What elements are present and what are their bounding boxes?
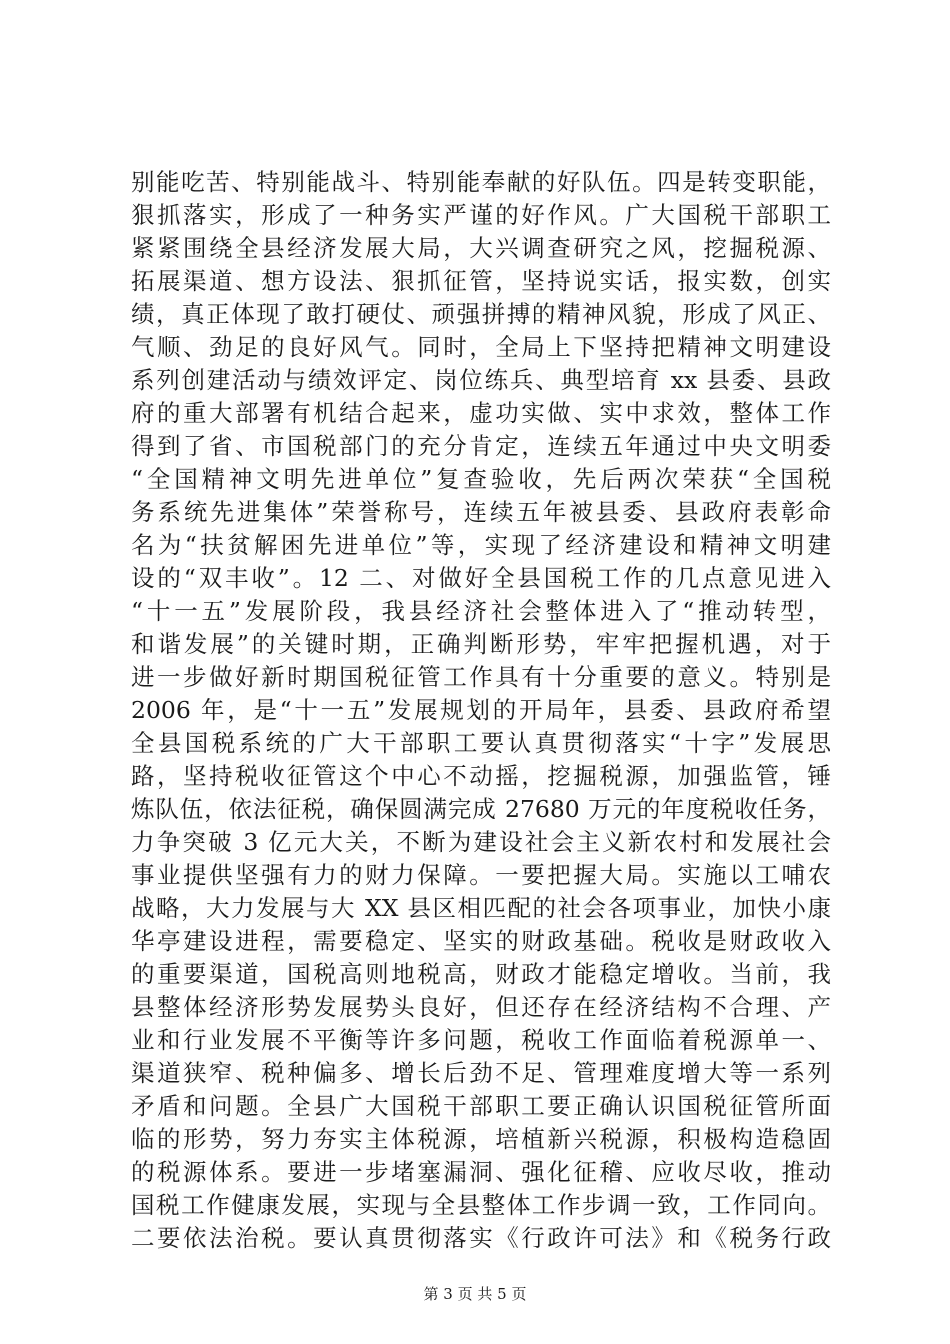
text-line: 务系统先进集体”荣誉称号，连续五年被县委、县政府表彰命 (131, 498, 831, 526)
text-line: 名为“扶贫解困先进单位”等，实现了经济建设和精神文明建 (131, 531, 831, 559)
text-line: 设的“双丰收”。12 二、对做好全县国税工作的几点意见进入 (131, 564, 831, 592)
text-line: 事业提供坚强有力的财力保障。一要把握大局。实施以工哺农 (131, 861, 831, 889)
text-line: “十一五”发展阶段，我县经济社会整体进入了“推动转型， (131, 597, 831, 625)
text-line: 战略，大力发展与大 XX 县区相匹配的社会各项事业，加快小康 (131, 894, 831, 922)
text-line: 进一步做好新时期国税征管工作具有十分重要的意义。特别是 (131, 663, 831, 691)
text-line: 临的形势，努力夯实主体税源，培植新兴税源，积极构造稳固 (131, 1125, 831, 1153)
page-number: 第 3 页 共 5 页 (423, 1285, 527, 1303)
text-line: 的税源体系。要进一步堵塞漏洞、强化征稽、应收尽收，推动 (131, 1158, 831, 1186)
text-line: 和谐发展”的关键时期，正确判断形势，牢牢把握机遇，对于 (131, 630, 831, 658)
text-line: 紧紧围绕全县经济发展大局，大兴调查研究之风，挖掘税源、 (131, 234, 831, 262)
text-line: 的重要渠道，国税高则地税高，财政才能稳定增收。当前，我 (131, 960, 831, 988)
text-line: 二要依法治税。要认真贯彻落实《行政许可法》和《税务行政 (131, 1224, 831, 1252)
text-line: 渠道狭窄、税种偏多、增长后劲不足、管理难度增大等一系列 (131, 1059, 831, 1087)
body-text (131, 166, 831, 1255)
text-line: 别能吃苦、特别能战斗、特别能奉献的好队伍。四是转变职能， (131, 168, 831, 196)
text-line: 绩，真正体现了敢打硬仗、顽强拼搏的精神风貌，形成了风正、 (131, 300, 831, 328)
text-line: 县整体经济形势发展势头良好，但还存在经济结构不合理、产 (131, 993, 831, 1021)
text-line: 业和行业发展不平衡等许多问题，税收工作面临着税源单一、 (131, 1026, 831, 1054)
text-line: 华亭建设进程，需要稳定、坚实的财政基础。税收是财政收入 (131, 927, 831, 955)
text-line: 系列创建活动与绩效评定、岗位练兵、典型培育 xx 县委、县政 (131, 366, 831, 394)
text-line: 国税工作健康发展，实现与全县整体工作步调一致，工作同向。 (131, 1191, 831, 1219)
page-footer (0, 1284, 950, 1304)
text-line: 2006 年，是“十一五”发展规划的开局年，县委、县政府希望 (131, 696, 831, 724)
text-line: 狠抓落实，形成了一种务实严谨的好作风。广大国税干部职工 (131, 201, 831, 229)
text-line: “全国精神文明先进单位”复查验收，先后两次荣获“全国税 (131, 465, 831, 493)
text-line: 路，坚持税收征管这个中心不动摇，挖掘税源，加强监管，锤 (131, 762, 831, 790)
text-line: 力争突破 3 亿元大关，不断为建设社会主义新农村和发展社会 (131, 828, 831, 856)
text-line: 炼队伍，依法征税，确保圆满完成 27680 万元的年度税收任务， (131, 795, 831, 823)
text-line: 气顺、劲足的良好风气。同时，全局上下坚持把精神文明建设 (131, 333, 831, 361)
text-line: 得到了省、市国税部门的充分肯定，连续五年通过中央文明委 (131, 432, 831, 460)
text-line: 府的重大部署有机结合起来，虚功实做、实中求效，整体工作 (131, 399, 831, 427)
text-line: 矛盾和问题。全县广大国税干部职工要正确认识国税征管所面 (131, 1092, 831, 1120)
text-line: 拓展渠道、想方设法、狠抓征管，坚持说实话，报实数，创实 (131, 267, 831, 295)
text-line: 全县国税系统的广大干部职工要认真贯彻落实“十字”发展思 (131, 729, 831, 757)
